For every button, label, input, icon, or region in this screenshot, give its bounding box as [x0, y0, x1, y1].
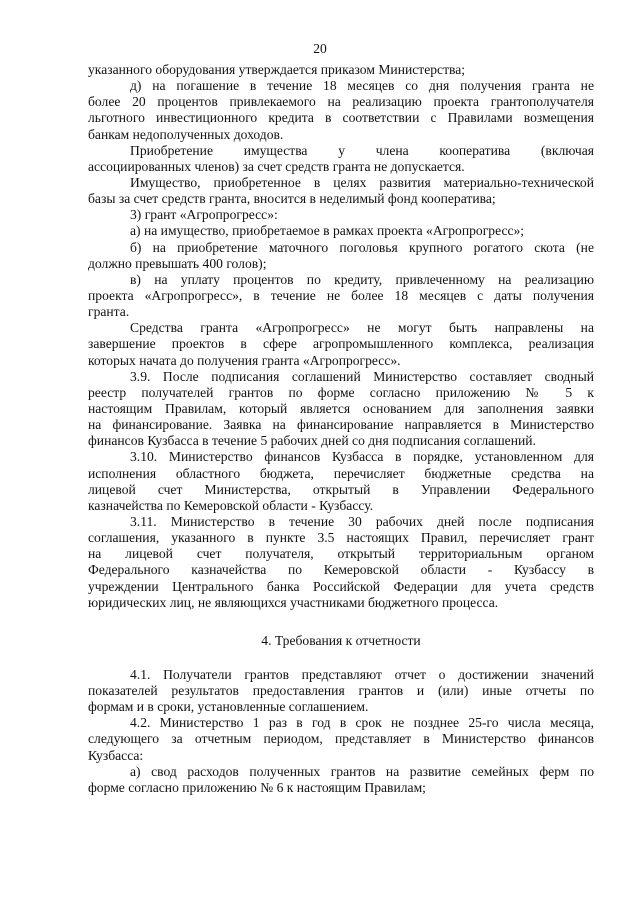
text-line: а) на имущество, приобретаемое в рамках проекта «Агропрогресс»;	[130, 223, 525, 239]
text-line: более 20 процентов привлекаемого на реализацию проекта грантополучателя	[88, 94, 594, 110]
text-line: настоящим Правилам, который является основанием для заполнения заявки	[88, 400, 594, 416]
text-line: формам и в сроки, установленные соглашением.	[88, 699, 369, 715]
text-line: завершение проектов в сфере агропромышленного комплекса, реализация	[88, 336, 594, 352]
section-heading: 4. Требования к отчетности	[261, 632, 421, 648]
text-line: Приобретение имущества у члена кооператива (включая	[130, 142, 594, 158]
text-line: гранта.	[88, 304, 130, 320]
text-line: 3) грант «Агропрогресс»:	[130, 207, 278, 223]
text-line: льготного инвестиционного кредита в соответствии с Правилами возмещения	[88, 110, 594, 126]
text-line: а) свод расходов полученных грантов на развитие семейных ферм по	[130, 763, 594, 779]
text-line: форме согласно приложению № 6 к настоящим Правилам;	[88, 779, 426, 795]
text-line: Кузбасса:	[88, 747, 144, 763]
body-paragraphs	[88, 62, 594, 611]
text-line: д) на погашение в течение 18 месяцев со дня получения гранта не	[130, 78, 594, 94]
text-line: на лицевой счет получателя, открытый территориальным органом	[88, 546, 594, 562]
text-line: на финансирование. Заявка на финансирование направляется в Министерство	[88, 417, 594, 433]
document-body	[88, 62, 594, 796]
text-line: 3.11. Министерство в течение 30 рабочих дней после подписания	[130, 513, 594, 529]
text-line: должно превышать 400 голов);	[88, 255, 267, 271]
text-line: в) на уплату процентов по кредиту, привлеченному на реализацию	[130, 271, 594, 287]
text-line: базы за счет средств гранта, вносится в неделимый фонд кооператива;	[88, 191, 496, 207]
text-line: б) на приобретение маточного поголовья крупного рогатого скота (не	[130, 239, 594, 255]
text-line: Имущество, приобретенное в целях развития материально-технической	[130, 174, 594, 190]
text-line: казначейства по Кемеровской области - Кузбассу.	[88, 497, 374, 513]
text-line: указанного оборудования утверждается приказом Министерства;	[88, 62, 466, 77]
text-line: Федерального казначейства по Кемеровской области - Кузбассу в	[88, 562, 594, 578]
text-line: реестр получателей грантов по форме согласно приложению № 5 к	[88, 384, 594, 400]
section-paragraphs	[88, 667, 594, 796]
text-line: 3.10. Министерство финансов Кузбасса в порядке, установленном для	[130, 449, 594, 465]
text-line: проекта «Агропрогресс», в течение не более 18 месяцев с даты получения	[88, 287, 594, 303]
text-line: 4.1. Получатели грантов представляют отчет о достижении значений	[130, 666, 594, 682]
text-line: показателей результатов предоставления грантов и (или) иные отчеты по	[88, 683, 594, 699]
text-line: лицевой счет Министерства, открытый в Управлении Федерального	[88, 481, 594, 497]
text-line: юридических лиц, не являющихся участниками бюджетного процесса.	[88, 594, 499, 610]
text-line: банкам недополученных доходов.	[88, 126, 284, 142]
text-line: следующего за отчетным периодом, представляет в Министерство финансов	[88, 731, 594, 747]
text-line: ассоциированных членов) за счет средств гранта не допускается.	[88, 158, 465, 174]
text-line: финансов Кузбасса в течение 5 рабочих дней со дня подписания соглашений.	[88, 433, 536, 449]
text-line: которых начата до получения гранта «Агропрогресс».	[88, 352, 401, 368]
text-line: 4.2. Министерство 1 раз в год в срок не позднее 25-го числа месяца,	[130, 715, 594, 731]
text-line: учреждении Центрального банка Российской Федерации для учета средств	[88, 578, 594, 594]
text-line: Средства гранта «Агропрогресс» не могут быть направлены на	[130, 320, 594, 336]
text-line: 3.9. После подписания соглашений Министерство составляет сводный	[130, 368, 594, 384]
page-number: 20	[313, 41, 327, 56]
text-line: исполнения областного бюджета, перечисляет бюджетные средства на	[88, 465, 594, 481]
text-line: соглашения, указанного в пункте 3.5 настоящих Правил, перечисляет грант	[88, 530, 594, 546]
